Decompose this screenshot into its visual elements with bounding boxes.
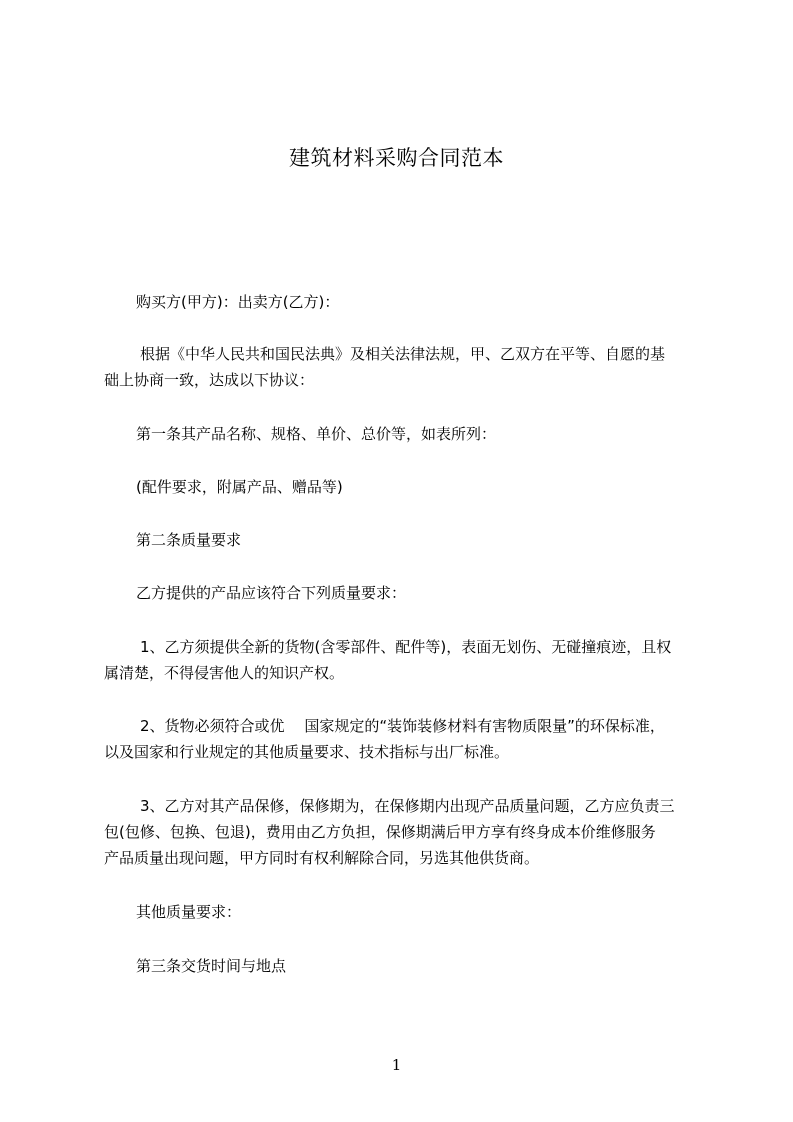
quality-intro-text: 乙方提供的产品应该符合下列质量要求： bbox=[136, 584, 407, 602]
intro-line-1: 根据《中华人民共和国民法典》及相关法律法规，甲、乙双方在平等、自愿的基 bbox=[140, 345, 666, 363]
document-title: 建筑材料采购合同范本 bbox=[289, 146, 504, 170]
quality-item-1-line-2: 属清楚，不得侵害他人的知识产权。 bbox=[104, 664, 345, 682]
quality-intro-paragraph bbox=[104, 580, 712, 606]
article-1-heading bbox=[104, 421, 712, 447]
quality-item-2-line-1: 2、货物必须符合或优 国家规定的“装饰装修材料有害物质限量”的环保标准， bbox=[140, 717, 665, 735]
quality-item-1-line-1: 1、乙方须提供全新的货物(含零部件、配件等)，表面无划伤、无碰撞痕迹，且权 bbox=[140, 638, 672, 656]
article-3-heading bbox=[104, 953, 712, 979]
article-2-heading bbox=[104, 527, 712, 553]
intro-paragraph bbox=[104, 341, 712, 393]
article-2-text: 第二条质量要求 bbox=[136, 531, 242, 549]
quality-item-1 bbox=[104, 634, 712, 686]
quality-item-2 bbox=[104, 713, 712, 765]
quality-item-3-line-2: 包(包修、包换、包退)，费用由乙方负担，保修期满后甲方享有终身成本价维修服务 bbox=[104, 823, 656, 841]
article-3-text: 第三条交货时间与地点 bbox=[136, 957, 287, 975]
other-quality-paragraph bbox=[104, 899, 712, 925]
accessories-note bbox=[104, 474, 712, 500]
intro-line-2: 础上协商一致，达成以下协议： bbox=[104, 371, 315, 389]
article-1-text: 第一条其产品名称、规格、单价、总价等，如表所列： bbox=[136, 425, 497, 443]
page-number: 1 bbox=[391, 1056, 402, 1074]
other-quality-text: 其他质量要求： bbox=[136, 903, 242, 921]
quality-item-3-line-3: 产品质量出现问题，甲方同时有权利解除合同，另选其他供货商。 bbox=[104, 849, 540, 867]
parties-paragraph bbox=[104, 289, 712, 315]
quality-item-3 bbox=[104, 793, 712, 871]
accessories-text: (配件要求，附属产品、赠品等) bbox=[136, 478, 343, 496]
parties-line: 购买方(甲方)：出卖方(乙方)： bbox=[136, 293, 340, 311]
quality-item-3-line-1: 3、乙方对其产品保修，保修期为，在保修期内出现产品质量问题，乙方应负责三 bbox=[140, 797, 675, 815]
quality-item-2-line-2: 以及国家和行业规定的其他质量要求、技术指标与出厂标准。 bbox=[104, 743, 510, 761]
